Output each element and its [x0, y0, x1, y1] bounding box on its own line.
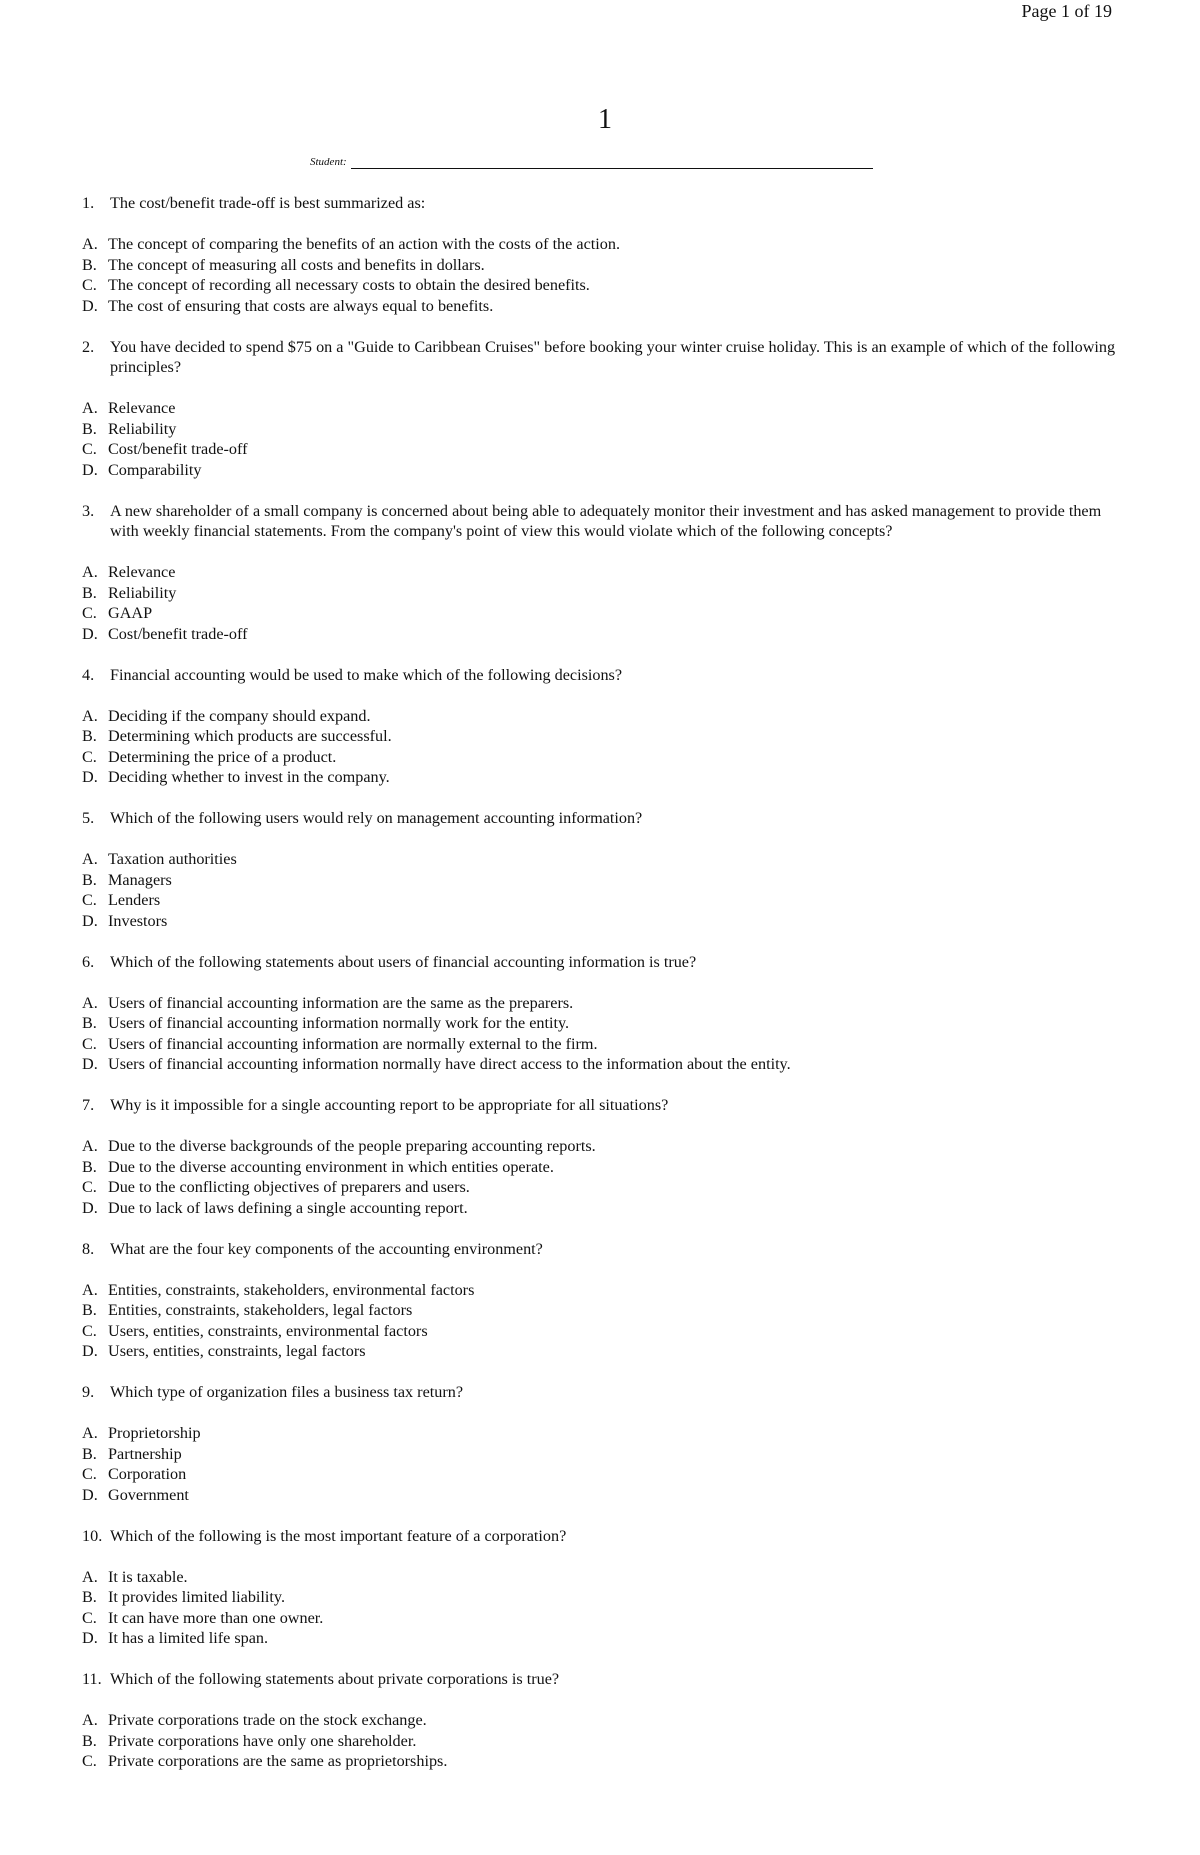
choice-letter: A.	[82, 563, 98, 581]
student-label: Student:	[310, 156, 347, 168]
question-stem	[82, 1526, 1122, 1547]
answer-choice	[82, 562, 1122, 583]
choice-text: Lenders	[108, 891, 161, 909]
question-stem	[82, 808, 1122, 829]
answer-choice	[82, 1157, 1122, 1178]
choice-letter: D.	[82, 624, 98, 643]
answer-choice	[82, 275, 1122, 296]
choice-letter: C.	[82, 1178, 97, 1196]
question-number: 3.	[82, 501, 95, 520]
choice-letter: A.	[82, 1711, 98, 1729]
question-item	[82, 808, 1122, 931]
answer-choice	[82, 1198, 1122, 1219]
choice-letter: B.	[82, 870, 97, 889]
question-stem	[82, 1095, 1122, 1116]
answer-choice	[82, 1608, 1122, 1629]
choice-letter: C.	[82, 1034, 97, 1053]
answer-choice	[82, 1423, 1122, 1444]
choice-letter: A.	[82, 850, 98, 868]
choice-letter: B.	[82, 1014, 97, 1032]
question-number: 5.	[82, 809, 95, 827]
choice-text: Relevance	[108, 399, 176, 417]
choice-letter: A.	[82, 1137, 98, 1155]
choice-letter: C.	[82, 891, 97, 909]
question-text: Which of the following statements about users of financial accounting information is true?	[110, 952, 697, 971]
choice-text: Cost/benefit trade-off	[108, 440, 248, 458]
answer-choice	[82, 296, 1122, 317]
answer-choice	[82, 1300, 1122, 1321]
answer-choice	[82, 1751, 1122, 1772]
question-stem	[82, 952, 1122, 973]
question-stem	[82, 1382, 1122, 1403]
choice-letter: B.	[82, 1588, 97, 1606]
choice-text: The cost of ensuring that costs are always equal to benefits.	[108, 296, 494, 315]
answer-choice	[82, 1464, 1122, 1485]
choice-text: It has a limited life span.	[108, 1629, 269, 1647]
choice-text: Proprietorship	[108, 1424, 201, 1442]
choice-text: Deciding if the company should expand.	[108, 706, 371, 725]
answer-choice	[82, 1710, 1122, 1731]
choice-text: Relevance	[108, 563, 176, 581]
choice-letter: B.	[82, 419, 97, 438]
choice-letter: B.	[82, 583, 97, 602]
answer-choice	[82, 624, 1122, 645]
question-item	[82, 337, 1122, 481]
answer-choice	[82, 726, 1122, 747]
choice-letter: C.	[82, 1608, 97, 1627]
choice-letter: A.	[82, 1424, 98, 1442]
choice-letter: B.	[82, 1444, 97, 1463]
choice-letter: B.	[82, 255, 97, 274]
choice-letter: C.	[82, 1321, 97, 1340]
choice-text: Partnership	[108, 1444, 182, 1463]
choice-letter: C.	[82, 276, 97, 294]
question-number: 10.	[82, 1526, 103, 1545]
choice-letter: A.	[82, 399, 98, 417]
student-name-blank	[351, 158, 873, 169]
answer-choice	[82, 234, 1122, 255]
question-text: You have decided to spend $75 on a "Guide to Caribbean Cruises" before booking your winter cruise holiday. This is an example of which of the following principles?	[110, 337, 1116, 376]
question-text: Financial accounting would be used to make which of the following decisions?	[110, 665, 623, 684]
choice-text: GAAP	[108, 604, 153, 622]
choice-letter: C.	[82, 1465, 97, 1483]
answer-choice	[82, 993, 1122, 1014]
answer-choice	[82, 583, 1122, 604]
answer-choice	[82, 439, 1122, 460]
choice-text: Deciding whether to invest in the company.	[108, 768, 390, 786]
answer-choice	[82, 1485, 1122, 1506]
question-item	[82, 1669, 1122, 1772]
choice-text: It can have more than one owner.	[108, 1608, 324, 1627]
answer-choice	[82, 1280, 1122, 1301]
choice-text: The concept of recording all necessary costs to obtain the desired benefits.	[108, 276, 590, 294]
choice-letter: D.	[82, 768, 98, 786]
answer-choice	[82, 1628, 1122, 1649]
answer-choice	[82, 890, 1122, 911]
choice-letter: A.	[82, 1280, 98, 1299]
answer-choice	[82, 1567, 1122, 1588]
choice-letter: D.	[82, 1342, 98, 1360]
answer-choice	[82, 460, 1122, 481]
answer-choice	[82, 1341, 1122, 1362]
question-number: 1.	[82, 194, 95, 212]
answer-choice	[82, 1177, 1122, 1198]
answer-choice	[82, 1731, 1122, 1752]
question-number: 4.	[82, 665, 95, 684]
question-text: Which type of organization files a business tax return?	[110, 1383, 464, 1401]
answer-choice	[82, 1136, 1122, 1157]
question-item	[82, 1382, 1122, 1505]
choice-text: Due to the diverse backgrounds of the people preparing accounting reports.	[108, 1137, 596, 1155]
choice-letter: B.	[82, 1157, 97, 1176]
chapter-number: 1	[598, 104, 612, 135]
choice-letter: D.	[82, 460, 98, 479]
choice-letter: D.	[82, 296, 98, 315]
question-item	[82, 952, 1122, 1075]
answer-choice	[82, 255, 1122, 276]
choice-text: Users of financial accounting information normally work for the entity.	[108, 1014, 570, 1032]
answer-choice	[82, 419, 1122, 440]
choice-text: Private corporations have only one shareholder.	[108, 1731, 417, 1750]
question-text: What are the four key components of the accounting environment?	[110, 1239, 543, 1258]
question-item	[82, 1239, 1122, 1362]
choice-text: Corporation	[108, 1465, 187, 1483]
choice-text: Investors	[108, 911, 168, 930]
choice-letter: A.	[82, 993, 98, 1012]
choice-text: Users, entities, constraints, environmental factors	[108, 1321, 428, 1340]
choice-text: Determining the price of a product.	[108, 747, 337, 766]
choice-letter: B.	[82, 1301, 97, 1319]
answer-choice	[82, 1444, 1122, 1465]
question-text: A new shareholder of a small company is concerned about being able to adequately monitor their investment and has asked management to provide them with weekly financial statements. From the company's point of view this would violate which of the following concepts?	[110, 501, 1102, 540]
choice-letter: D.	[82, 1198, 98, 1217]
answer-choice	[82, 1054, 1122, 1075]
choice-text: Users of financial accounting information are the same as the preparers.	[108, 993, 574, 1012]
answer-choice	[82, 706, 1122, 727]
answer-choice	[82, 1321, 1122, 1342]
choice-letter: D.	[82, 1055, 98, 1073]
question-number: 9.	[82, 1383, 95, 1401]
answer-choice	[82, 911, 1122, 932]
question-stem	[82, 1669, 1122, 1690]
choice-text: Users of financial accounting information normally have direct access to the information about the entity.	[108, 1055, 791, 1073]
question-list	[82, 193, 1122, 1792]
choice-text: Due to the conflicting objectives of preparers and users.	[108, 1178, 470, 1196]
choice-text: Managers	[108, 870, 172, 889]
question-number: 6.	[82, 952, 95, 971]
question-text: Why is it impossible for a single accounting report to be appropriate for all situations?	[110, 1096, 669, 1114]
student-name-line	[310, 155, 873, 169]
question-number: 2.	[82, 337, 95, 356]
question-text: Which of the following statements about private corporations is true?	[110, 1670, 560, 1688]
choice-letter: B.	[82, 727, 97, 745]
choice-text: Government	[108, 1485, 189, 1504]
choice-text: Private corporations are the same as proprietorships.	[108, 1752, 448, 1770]
choice-letter: D.	[82, 911, 98, 930]
answer-choice	[82, 747, 1122, 768]
choice-text: Reliability	[108, 583, 177, 602]
choice-text: Entities, constraints, stakeholders, environmental factors	[108, 1280, 475, 1299]
choice-text: Private corporations trade on the stock exchange.	[108, 1711, 427, 1729]
question-item	[82, 1095, 1122, 1218]
choice-text: Due to the diverse accounting environment in which entities operate.	[108, 1157, 554, 1176]
choice-text: Due to lack of laws defining a single accounting report.	[108, 1198, 468, 1217]
question-stem	[82, 1239, 1122, 1260]
answer-choice	[82, 398, 1122, 419]
choice-text: The concept of comparing the benefits of an action with the costs of the action.	[108, 235, 620, 253]
question-text: Which of the following users would rely on management accounting information?	[110, 809, 643, 827]
choice-letter: C.	[82, 604, 97, 622]
question-text: The cost/benefit trade-off is best summarized as:	[110, 194, 426, 212]
choice-text: Taxation authorities	[108, 850, 237, 868]
choice-letter: D.	[82, 1629, 98, 1647]
choice-letter: C.	[82, 440, 97, 458]
question-item	[82, 501, 1122, 645]
choice-letter: A.	[82, 706, 98, 725]
choice-letter: C.	[82, 747, 97, 766]
question-item	[82, 193, 1122, 316]
choice-text: Determining which products are successful.	[108, 727, 392, 745]
choice-text: The concept of measuring all costs and benefits in dollars.	[108, 255, 485, 274]
question-text: Which of the following is the most important feature of a corporation?	[110, 1526, 567, 1545]
answer-choice	[82, 603, 1122, 624]
choice-text: Cost/benefit trade-off	[108, 624, 248, 643]
choice-text: Reliability	[108, 419, 177, 438]
choice-text: It provides limited liability.	[108, 1588, 285, 1606]
question-item	[82, 665, 1122, 788]
question-item	[82, 1526, 1122, 1649]
question-stem	[82, 193, 1122, 214]
choice-text: Entities, constraints, stakeholders, legal factors	[108, 1301, 413, 1319]
choice-letter: B.	[82, 1731, 97, 1750]
answer-choice	[82, 849, 1122, 870]
question-stem	[82, 665, 1122, 686]
answer-choice	[82, 767, 1122, 788]
choice-letter: C.	[82, 1752, 97, 1770]
answer-choice	[82, 1587, 1122, 1608]
answer-choice	[82, 1013, 1122, 1034]
question-stem	[82, 501, 1122, 542]
choice-letter: D.	[82, 1485, 98, 1504]
choice-text: Comparability	[108, 460, 202, 479]
question-number: 8.	[82, 1239, 95, 1258]
choice-text: Users, entities, constraints, legal factors	[108, 1342, 366, 1360]
answer-choice	[82, 1034, 1122, 1055]
choice-text: It is taxable.	[108, 1567, 188, 1586]
page-number: Page 1 of 19	[1021, 1, 1112, 21]
question-number: 7.	[82, 1096, 95, 1114]
choice-letter: A.	[82, 1567, 98, 1586]
question-number: 11.	[82, 1670, 102, 1688]
question-stem	[82, 337, 1122, 378]
choice-text: Users of financial accounting information are normally external to the firm.	[108, 1034, 598, 1053]
answer-choice	[82, 870, 1122, 891]
choice-letter: A.	[82, 235, 98, 253]
